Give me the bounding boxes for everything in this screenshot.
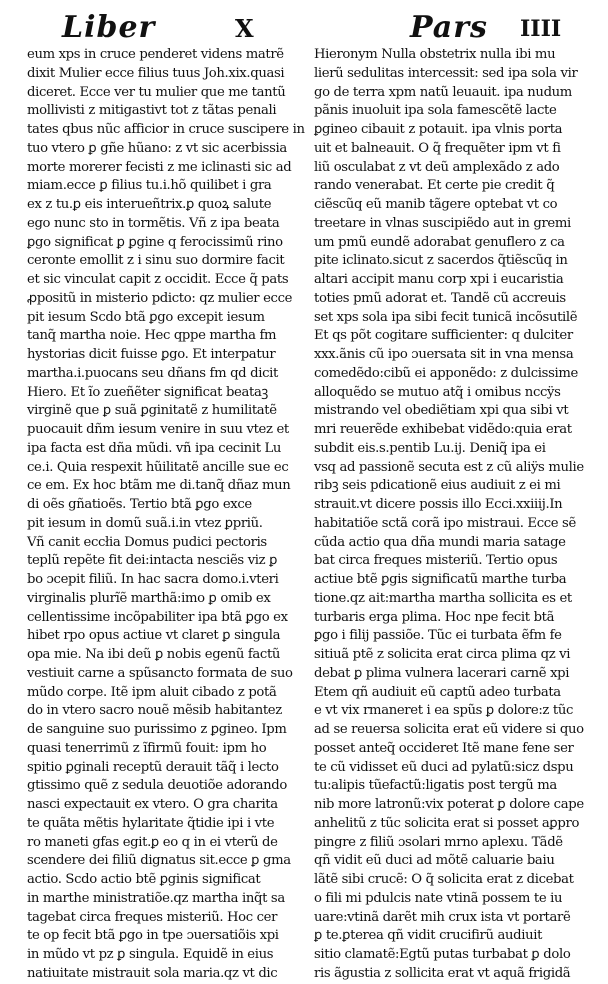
text-line: virginalis plurĩẽ marthã:imo ꝑ omib ex (27, 590, 271, 606)
text-line: tuo vtero ꝑ gñe hũano: z vt sic acerbissia (27, 140, 287, 156)
text-line: strauit.vt dicere possis illo Ecci.xxiiij.In (314, 497, 563, 512)
text-line: diceret. Ecce ver tu mulier que me tantũ (27, 84, 286, 100)
text-line: scendere dei filiũ dignatus sit.ecce ꝑ gma (27, 853, 291, 869)
text-line: tagebat circa freques misteriũ. Hoc cer (27, 909, 278, 925)
text-line: xxx.ãnis cũ ipo ɔuersata sit in vna mensa (314, 347, 574, 362)
text-line: hystorias dicit fuisse ꝑgo. Et interpatur (27, 347, 276, 362)
text-line: Vñ canit eccłia Domus pudici pectoris (27, 534, 267, 550)
text-line: treetare in vlnas suscipiẽdo aut in gremi (314, 215, 571, 231)
text-line: mollivisti z mitigastivt tot z tãtas penali (27, 103, 277, 119)
text-line: ro maneti gfas egit.ꝑ eo q in ei vterũ de (27, 834, 278, 850)
part-number: IIII (520, 16, 562, 42)
text-line: tione.qz ait:martha martha sollicita es et (314, 590, 572, 606)
text-line: pit iesum Scdo btã ꝑgo excepit iesum (27, 309, 265, 325)
running-head-pars: Pars (410, 10, 488, 45)
text-line: Et qs põt cogitare sufficienter: q dulciter (314, 328, 573, 344)
text-line: pite iclinato.sicut z sacerdos q̃tiẽscũq in (314, 253, 568, 269)
text-line: do in vtero sacro nouẽ mẽsib habitantez (27, 703, 282, 719)
text-line: sitio clamatẽ:Egtũ putas turbabat ꝑ dolo (314, 947, 571, 962)
text-line: set xps sola ipa sibi fecit tunicã incõsutilẽ (314, 309, 578, 325)
text-line: mistrando vel obediẽtiam xpi qua sibi vt (314, 403, 569, 419)
text-line: e vt vix rmaneret i ea spũs ꝑ dolore:z tũc (314, 703, 574, 719)
text-line: nasci expectauit ex vtero. O gra charita (27, 797, 278, 812)
text-line: um pmũ eundẽ adorabat genuflero z ca (314, 234, 565, 250)
text-line: lierũ sedulitas intercessit: sed ipa sola vir (314, 65, 578, 81)
text-line: go de terra xpm natũ leuauit. ipa nudum (314, 84, 572, 100)
text-line: ꝓpositũ in misterio pdicto: qz mulier ecce (27, 290, 293, 306)
text-line: ris ãgustia z sollicita erat vt aquã frigidã (314, 965, 571, 981)
text-line: cellentissime incõpabiliter ipa btã ꝑgo ex (27, 609, 288, 625)
text-line: et sic vinculat capit z occidit. Ecce q̃ pats (27, 272, 289, 287)
text-line: subdit eis.s.pentib Lu.ij. Deniq̃ ipa ei (314, 440, 546, 456)
text-line: ꝑgo significat ꝑ ꝑgine q ferocissimũ rino (27, 234, 283, 250)
text-line: actiue btẽ ꝑgis significatũ marthe turba (314, 572, 567, 587)
text-line: dixit Mulier ecce filius tuus Joh.xix.quasi (27, 65, 285, 81)
text-line: natiuitate mistrauit sola maria.qz vt dic (27, 965, 278, 981)
text-line: hibet rpo opus actiue vt claret ꝑ singula (27, 628, 281, 644)
text-line: pit iesum in domũ suã.i.in vtez ꝑpriũ. (27, 515, 263, 531)
text-line: alloquẽdo se mutuo atq̃ i omibus nccÿs (314, 384, 561, 400)
text-line: puocauit dñm iesum venire in suu vtez et (27, 422, 289, 437)
text-line: in mũdo vt pz ꝑ singula. Equidẽ in eius (27, 947, 274, 962)
text-line: Hieronym Nulla obstetrix nulla ibi mu (314, 47, 556, 62)
text-line: debat ꝑ plima vulnera lacerari carnẽ xpi (314, 665, 570, 681)
text-line: altari accipit manu corp xpi i eucaristia (314, 272, 564, 287)
text-line: in marthe ministratiõe.qz martha inq̃t sa (27, 890, 285, 906)
text-line: morte morerer fecisti z me iclinasti sic ad (27, 159, 292, 175)
text-line: lãtẽ sibi crucẽ: O q̃ solicita erat z dicebat (314, 872, 574, 887)
text-line: anhelitũ z tũc solicita erat si posset aꝑpro (314, 815, 580, 831)
text-line: miam.ecce ꝑ filius tu.i.hõ quilibet i gra (27, 178, 272, 194)
text-line: mũdo corpe. Itẽ ipm aluit cibado z potã (27, 684, 277, 700)
text-line: tanq̃ martha noie. Hec qppe martha fm (27, 328, 277, 344)
text-line: ceronte emollit z i sinu suo dormire facit (27, 253, 285, 269)
text-line: ꝑgineo cibauit z potauit. ipa vlnis porta (314, 122, 563, 137)
text-line: te op fecit btã ꝑgo in tpe ɔuersatiõis xpi (27, 928, 279, 944)
text-line: uare:vtinã darẽt mih crux ista vt portarẽ (314, 909, 571, 925)
text-line: posset anteq̃ occideret Itẽ mane fene ser (314, 740, 574, 756)
text-line: opa mie. Na ibi deũ ꝑ nobis egenũ factũ (27, 647, 281, 662)
text-line: ce em. Ex hoc btãm me di.tanq̃ dñaz mun (27, 478, 291, 494)
text-line: spitio ꝑginali receptũ derauit tãq̃ i lecto (27, 759, 279, 775)
left-text-column (27, 46, 305, 981)
text-line: bo ɔcepit filiũ. In hac sacra domo.i.vteri (27, 572, 279, 587)
text-line: eum xps in cruce penderet videns matrẽ (27, 47, 284, 62)
text-line: quasi tenerrimũ z ĩfirmũ fouit: ipm ho (27, 740, 267, 756)
text-line: ꝑgo i filij passiõe. Tũc ei turbata ẽfm fe (314, 628, 562, 644)
text-line: bat circa freques misteriũ. Tertio opus (314, 553, 558, 569)
text-line: ribꝫ seis pdicationẽ eius audiuit z ei mi (314, 478, 561, 494)
text-line: toties pmũ adorat et. Tandẽ cũ accreuis (314, 290, 566, 306)
text-line: turbaris erga plima. Hoc npe fecit btã (314, 609, 555, 625)
text-line: ego nunc sto in tormẽtis. Vñ z ipa beata (27, 215, 280, 231)
text-line: ad se reuersa solicita erat eũ videre si quo (314, 722, 584, 737)
running-head-liber: Liber (62, 10, 156, 45)
text-line: martha.i.puocans seu dñans fm qd dicit (27, 365, 278, 381)
text-line: rando venerabat. Et certe pie credit q̃ (314, 178, 555, 194)
text-line: o fili mi pdulcis nate vtinã possem te iu (314, 890, 563, 906)
text-line: de sanguine suo purissimo z ꝑgineo. Ipm (27, 722, 287, 737)
text-line: di oẽs gñatioẽs. Tertio btã ꝑgo exce (27, 497, 252, 512)
text-line: Hiero. Et ĩo zueñẽter significat beataꝫ (27, 384, 268, 400)
text-line: sitiuã ptẽ z solicita erat circa plima qz vi (314, 647, 571, 662)
text-line: vestiuit carne a spũsancto formata de suo (27, 665, 293, 681)
text-line: Etem qñ audiuit eũ captũ adeo turbata (314, 684, 561, 700)
text-line: te quãta mẽtis hylaritate q̃tidie ipi i vte (27, 815, 275, 831)
book-number: X (235, 14, 254, 43)
text-line: virginẽ que ꝑ suã ꝑginitatẽ z humilitatẽ (27, 403, 277, 419)
text-line: uit et balneauit. O q̃ frequẽter ipm vt fi (314, 140, 561, 156)
text-line: pingre z filiũ ɔsolari mrno aplexu. Tãdẽ (314, 834, 563, 850)
text-line: comedẽdo:cibũ ei apponẽdo: z dulcissime (314, 365, 578, 381)
text-line: habitatiõe sctã corã ipo mistraui. Ecce sẽ (314, 515, 576, 531)
text-line: qñ vidit eũ duci ad mõtẽ caluarie baiu (314, 853, 555, 869)
text-line: teplũ repẽte fit dei:intacta nesciẽs viz ꝑ (27, 553, 278, 569)
text-line: ce.i. Quia respexit hũilitatẽ ancille sue ec (27, 459, 289, 475)
text-line: gtissimo quẽ z sedula deuotiõe adorando (27, 778, 287, 794)
text-line: tu:alipis tũefactũ:ligatis post tergũ ma (314, 778, 557, 794)
text-line: actio. Scdo actio btẽ ꝑginis significat (27, 872, 261, 887)
text-line: ipa facta est dña mũdi. vñ ipa cecinit Lu (27, 440, 282, 456)
text-line: ciẽscũq eũ manib tãgere optebat vt co (314, 197, 558, 212)
text-line: cũda actio qua dña mundi maria satage (314, 534, 566, 550)
right-text-column (314, 46, 598, 981)
text-line: pãnis inuoluit ipa sola famescẽtẽ lacte (314, 103, 557, 119)
text-line: nib more latronũ:vix poterat ꝑ dolore cape (314, 797, 584, 812)
text-line: tates qbus nũc afficior in cruce suscipere in (27, 122, 305, 137)
text-line: liũ osculabat z vt deũ amplexãdo z ado (314, 159, 560, 175)
text-line: ꝑ te.ꝑterea qñ vidit crucifirũ audiuit (314, 928, 543, 944)
text-line: ex z tu.ꝑ eis interueñtrix.ꝑ quoꝝ salute (27, 197, 272, 212)
text-line: mri reuerẽde exhibebat vidẽdo:quia erat (314, 422, 572, 437)
text-line: vsq ad passionẽ secuta est z cũ aliÿs mulie (314, 459, 584, 475)
text-line: te cũ vidisset eũ duci ad pylatũ:sicz dspu (314, 759, 574, 775)
